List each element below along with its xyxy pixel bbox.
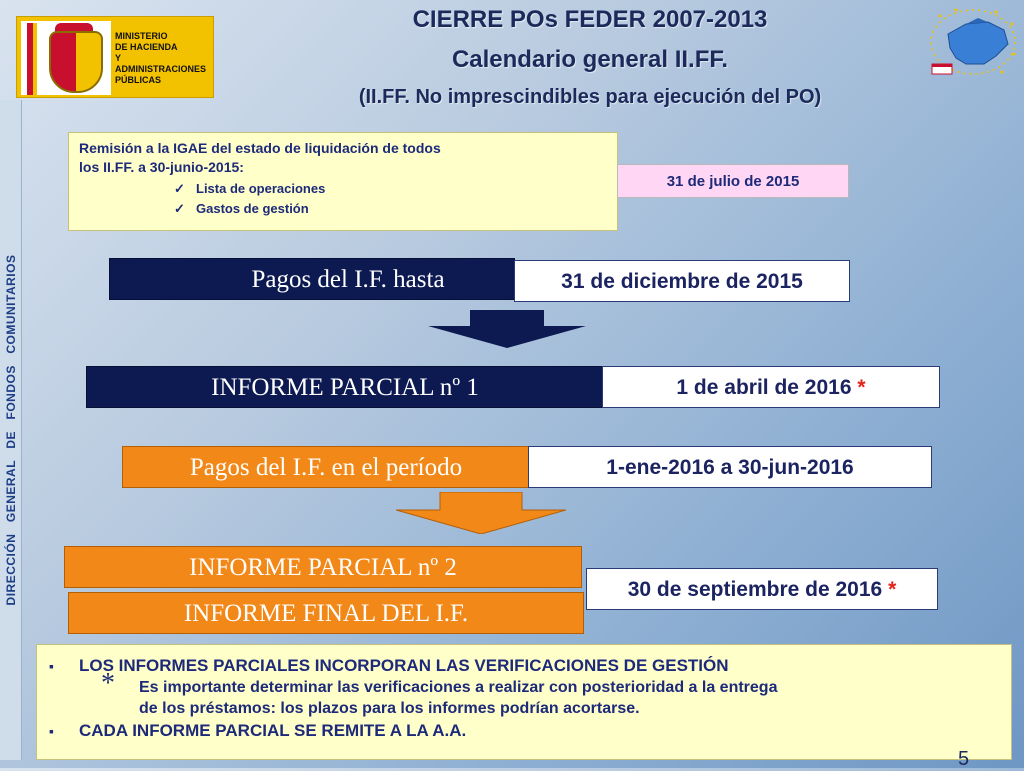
page-title: CIERRE POs FEDER 2007-2013 — [412, 6, 768, 33]
sidebar-label-text: DIRECCIÓN GENERAL DE FONDOS COMUNITARIOS — [4, 254, 18, 606]
page-number: 5 — [958, 748, 970, 770]
pagos-periodo-label: Pagos del I.F. en el período — [122, 446, 530, 488]
note-bullet — [49, 719, 999, 743]
square-bullet-icon: ▪ — [49, 658, 54, 674]
asterisk-mark: * — [888, 578, 897, 601]
informe-final-label: INFORME FINAL DEL I.F. — [68, 592, 584, 634]
remision-line-1: Remisión a la IGAE del estado de liquidación de todos — [79, 140, 441, 156]
arrow-down-icon — [428, 310, 586, 348]
pagos-hasta-label — [109, 258, 515, 300]
note-bullet — [49, 655, 999, 677]
checklist-item-label: Gastos de gestión — [196, 201, 309, 216]
sidebar-vertical-label — [0, 100, 22, 760]
informe-final-date — [586, 568, 938, 610]
asterisk-mark: * — [857, 376, 866, 399]
check-icon: ✓ — [174, 201, 185, 216]
arrow-down-icon — [396, 492, 566, 534]
page-subtitle: Calendario general II.FF. — [451, 46, 729, 73]
logo-text-line: Y ADMINISTRACIONES — [115, 53, 207, 74]
coat-of-arms-icon — [49, 31, 103, 93]
ministry-logo — [16, 16, 214, 98]
logo-text-line: MINISTERIO — [115, 31, 168, 41]
checklist-item — [174, 179, 607, 199]
note-bullet-text: CADA INFORME PARCIAL SE REMITE A LA A.A. — [79, 721, 467, 740]
remision-date: 31 de julio de 2015 — [617, 164, 849, 198]
eu-spain-map-icon — [926, 4, 1020, 82]
note-sub-line: de los préstamos: los plazos para los informes podrían acortarse. — [139, 700, 640, 717]
logo-text-line: PÚBLICAS — [115, 75, 162, 85]
logo-shield-area — [21, 21, 111, 95]
informe-parcial-1-label: INFORME PARCIAL nº 1 — [86, 366, 604, 408]
remision-box — [68, 132, 618, 231]
checklist-item-label: Lista de operaciones — [196, 181, 326, 196]
informe-parcial-1-date — [602, 366, 940, 408]
notes-box — [36, 644, 1012, 760]
page-note: (II.FF. No imprescindibles para ejecución del PO) — [358, 86, 822, 108]
square-bullet-icon: ▪ — [49, 723, 54, 739]
informe-parcial-2-label: INFORME PARCIAL nº 2 — [64, 546, 582, 588]
logo-text — [115, 31, 213, 86]
informe-final-date-text: 30 de septiembre de 2016 — [627, 578, 883, 601]
check-icon: ✓ — [174, 181, 185, 196]
pagos-hasta-date: 31 de diciembre de 2015 — [514, 260, 850, 302]
note-bullet-text: LOS INFORMES PARCIALES INCORPORAN LAS VERIFICACIONES DE GESTIÓN — [79, 656, 729, 675]
logo-flag-yellow-bar — [33, 23, 37, 95]
pagos-periodo-date: 1-ene-2016 a 30-jun-2016 — [528, 446, 932, 488]
asterisk-mark: * — [101, 668, 115, 699]
note-sub-line: Es importante determinar las verificaciones a realizar con posterioridad a la entrega — [139, 679, 778, 696]
pagos-hasta-text: Pagos del I.F. hasta — [251, 266, 445, 293]
note-sub — [49, 668, 999, 719]
informe-parcial-1-date-text: 1 de abril de 2016 — [676, 376, 852, 399]
logo-text-line: DE HACIENDA — [115, 42, 178, 52]
checklist-item — [174, 199, 607, 219]
remision-checklist — [79, 179, 607, 219]
remision-line-2: los II.FF. a 30-junio-2015: — [79, 159, 244, 175]
